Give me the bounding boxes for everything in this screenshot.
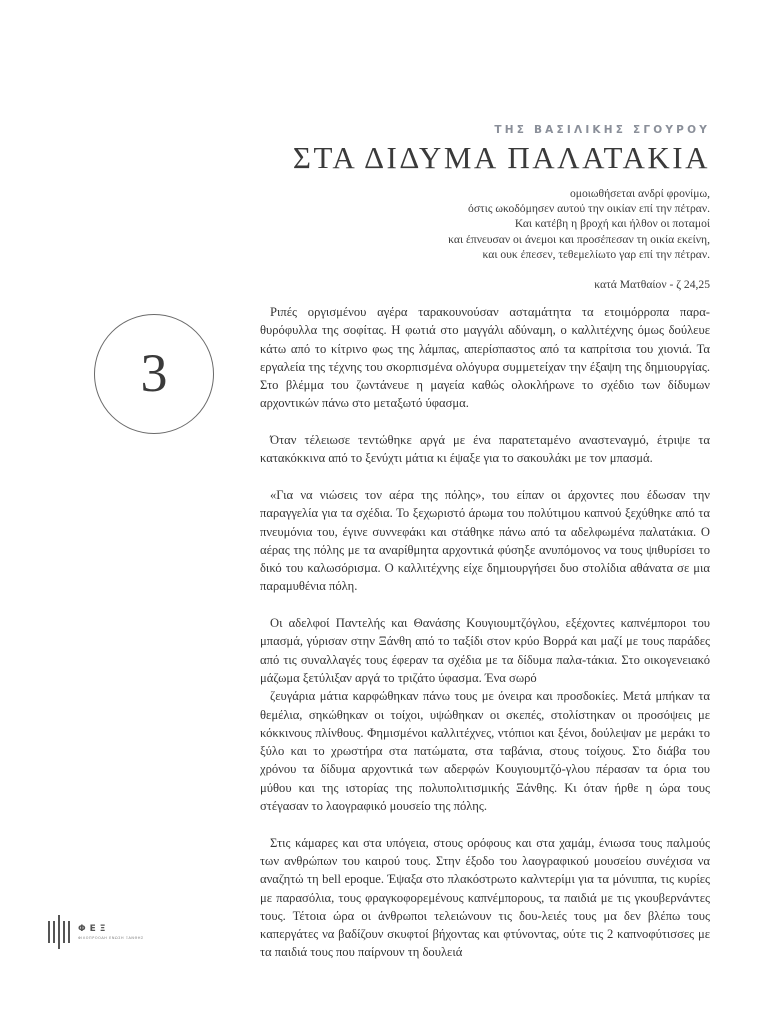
chapter-number-circle — [94, 314, 214, 434]
logo-mark: ΦΕΞ — [78, 924, 110, 934]
publisher-logo — [48, 915, 144, 949]
chapter-number: 3 — [140, 343, 168, 403]
author-byline: ΤΗΣ ΒΑΣΙΛΙΚΗΣ ΣΓΟΥΡΟΥ — [494, 124, 710, 136]
epigraph-line: ομοιωθήσεται ανδρί φρονίμω, — [569, 187, 710, 200]
logo-bars-icon — [48, 915, 70, 949]
epigraph-line: και ουκ έπεσεν, τεθεμελίωτο γαρ επί την πέτραν. — [482, 247, 710, 261]
body-paragraph: Ριπές οργισμένου αγέρα ταρακουνούσαν ασταμάτητα τα ετοιμόρροπα παρα-θυρόφυλλα της σοφίτας. Η φωτιά στο μαγγάλι αδύναμη, ο καλλιτέχνης όμως δούλευε κάτω από το κίτρινο φως της λάμπας, απερίσπαστος από τα καπρίτσια του χιονιά. Τα εργαλεία της τέχνης του σκορπισμένα ολόγυρα συμμετείχαν την έξαψη της δημιουργίας. Στο βλέμμα του ζωντάνευε η μαγεία καθώς ολοκλήρωνε το σχέδιο των δίδυμων αρχοντικών πάνω στο μεταξωτό ύφασμα. — [260, 305, 710, 411]
body-paragraph: Οι αδελφοί Παντελής και Θανάσης Κουγιουμτζόγλου, εξέχοντες καπνέμποροι του μπασμά, γύρισαν στην Ξάνθη από το ταξίδι στον κρύο Βορρά και μαζί με τους παράδες από τις συναλλαγές τους έφεραν τα σχέδια με τα δίδυμα παλα-τάκια. Στο οικογενειακό μάζωμα ξετύλιξαν αργά το τριζάτο ύφασμα. Ένα σωρό — [260, 616, 710, 685]
epigraph-line: και έπνευσαν οι άνεμοι και προσέπεσαν τη οικία εκείνη, — [448, 232, 710, 246]
body-paragraph: Στις κάμαρες και στα υπόγεια, στους ορόφους και στα χαμάμ, ένιωσα τους παλμούς των ανθρώπων του καιρού τους. Στην έξοδο του λαογραφικού μουσείου συνέχισα να αναζητώ τη bell epoque. Έψαξα στο πλακόστρωτο καλντερίμι για τα μόνιππα, τις κυρίες με παρασόλια, τους φραγκοφορεμένους καπνέμπορους, τα παιδιά με τις γκουβερνάντες τους. Τέτοια ώρα οι άνθρωποι τελειώνουν τις δου-λειές τους μα δεν βλέπω τους καπεργάτες να βαδίζουν σκυφτοί βήχοντας και φτύνοντας, ούτε τις 2 καπνοφύτισσες με τα παιδιά τους που παίρνουν τη δουλειά — [260, 835, 710, 960]
logo-subtitle: ΦΙΛΟΠΡΟΟΔΗ ΕΝΩΣΗ ΞΑΝΘΗΣ — [78, 936, 144, 940]
article-body — [260, 303, 710, 980]
article-title: ΣΤΑ ΔΙΔΥΜΑ ΠΑΛΑΤΑΚΙΑ — [292, 140, 710, 175]
epigraph-source: κατά Ματθαίον - ζ 24,25 — [594, 278, 710, 292]
epigraph-line: όστις ωκοδόμησεν αυτού την οικίαν επί την πέτραν. — [468, 202, 710, 216]
body-paragraph: «Για να νιώσεις τον αέρα της πόλης», του είπαν οι άρχοντες που έδωσαν την παραγγελία για τα σχέδια. Το ξεχωριστό άρωμα του πολύτιμου καπνού ξεχύθηκε από τα πνευμόνια του, έγινε συννεφάκι και στάθηκε πάνω από τα αδελφωμένα παλατάκια. Ο αέρας της πόλης με τα αναρίθμητα αρχοντικά φύσηξε ανυπόμονος να τους ψιθυρίσει το δικό του καλωσόρισμα. Ο καλλιτέχνης είχε δημιουργήσει δυο στολίδια αθάνατα σε μια παραμυθένια πόλη. — [260, 487, 710, 594]
body-paragraph: ζευγάρια μάτια καρφώθηκαν πάνω τους με όνειρα και προσδοκίες. Μετά μπήκαν τα θεμέλια, σηκώθηκαν οι τοίχοι, υψώθηκαν οι σκεπές, στολίστηκαν οι προσόψεις με κόκκινους πλίνθους. Φημισμένοι καλλιτέχνες, ντόπιοι και ξένοι, δούλεψαν με μεράκι το ξύλο και το χρωστήρα στα πατώματα, στα ταβάνια, στους τοίχους. Στο διάβα του χρόνου τα δίδυμα αρχοντικά των αδερφών Κουγιουμτζό-γλου πέρασαν τα όρια του μύθου και της ιστορίας της πολυπολιτισμικής Ξάνθης. Κι όταν ήρθε η ώρα τους στέγασαν το λαογραφικό μουσείο της πόλης. — [260, 689, 710, 814]
epigraph — [350, 186, 710, 292]
body-paragraph: Όταν τέλειωσε τεντώθηκε αργά με ένα παρατεταμένο αναστεναγμό, έτριψε τα κατακόκκινα από το ξενύχτι μάτια κι έψαξε για το σακουλάκι με τον μπασμά. — [260, 433, 710, 466]
epigraph-line: Και κατέβη η βροχή και ήλθον οι ποταμοί — [514, 217, 710, 231]
